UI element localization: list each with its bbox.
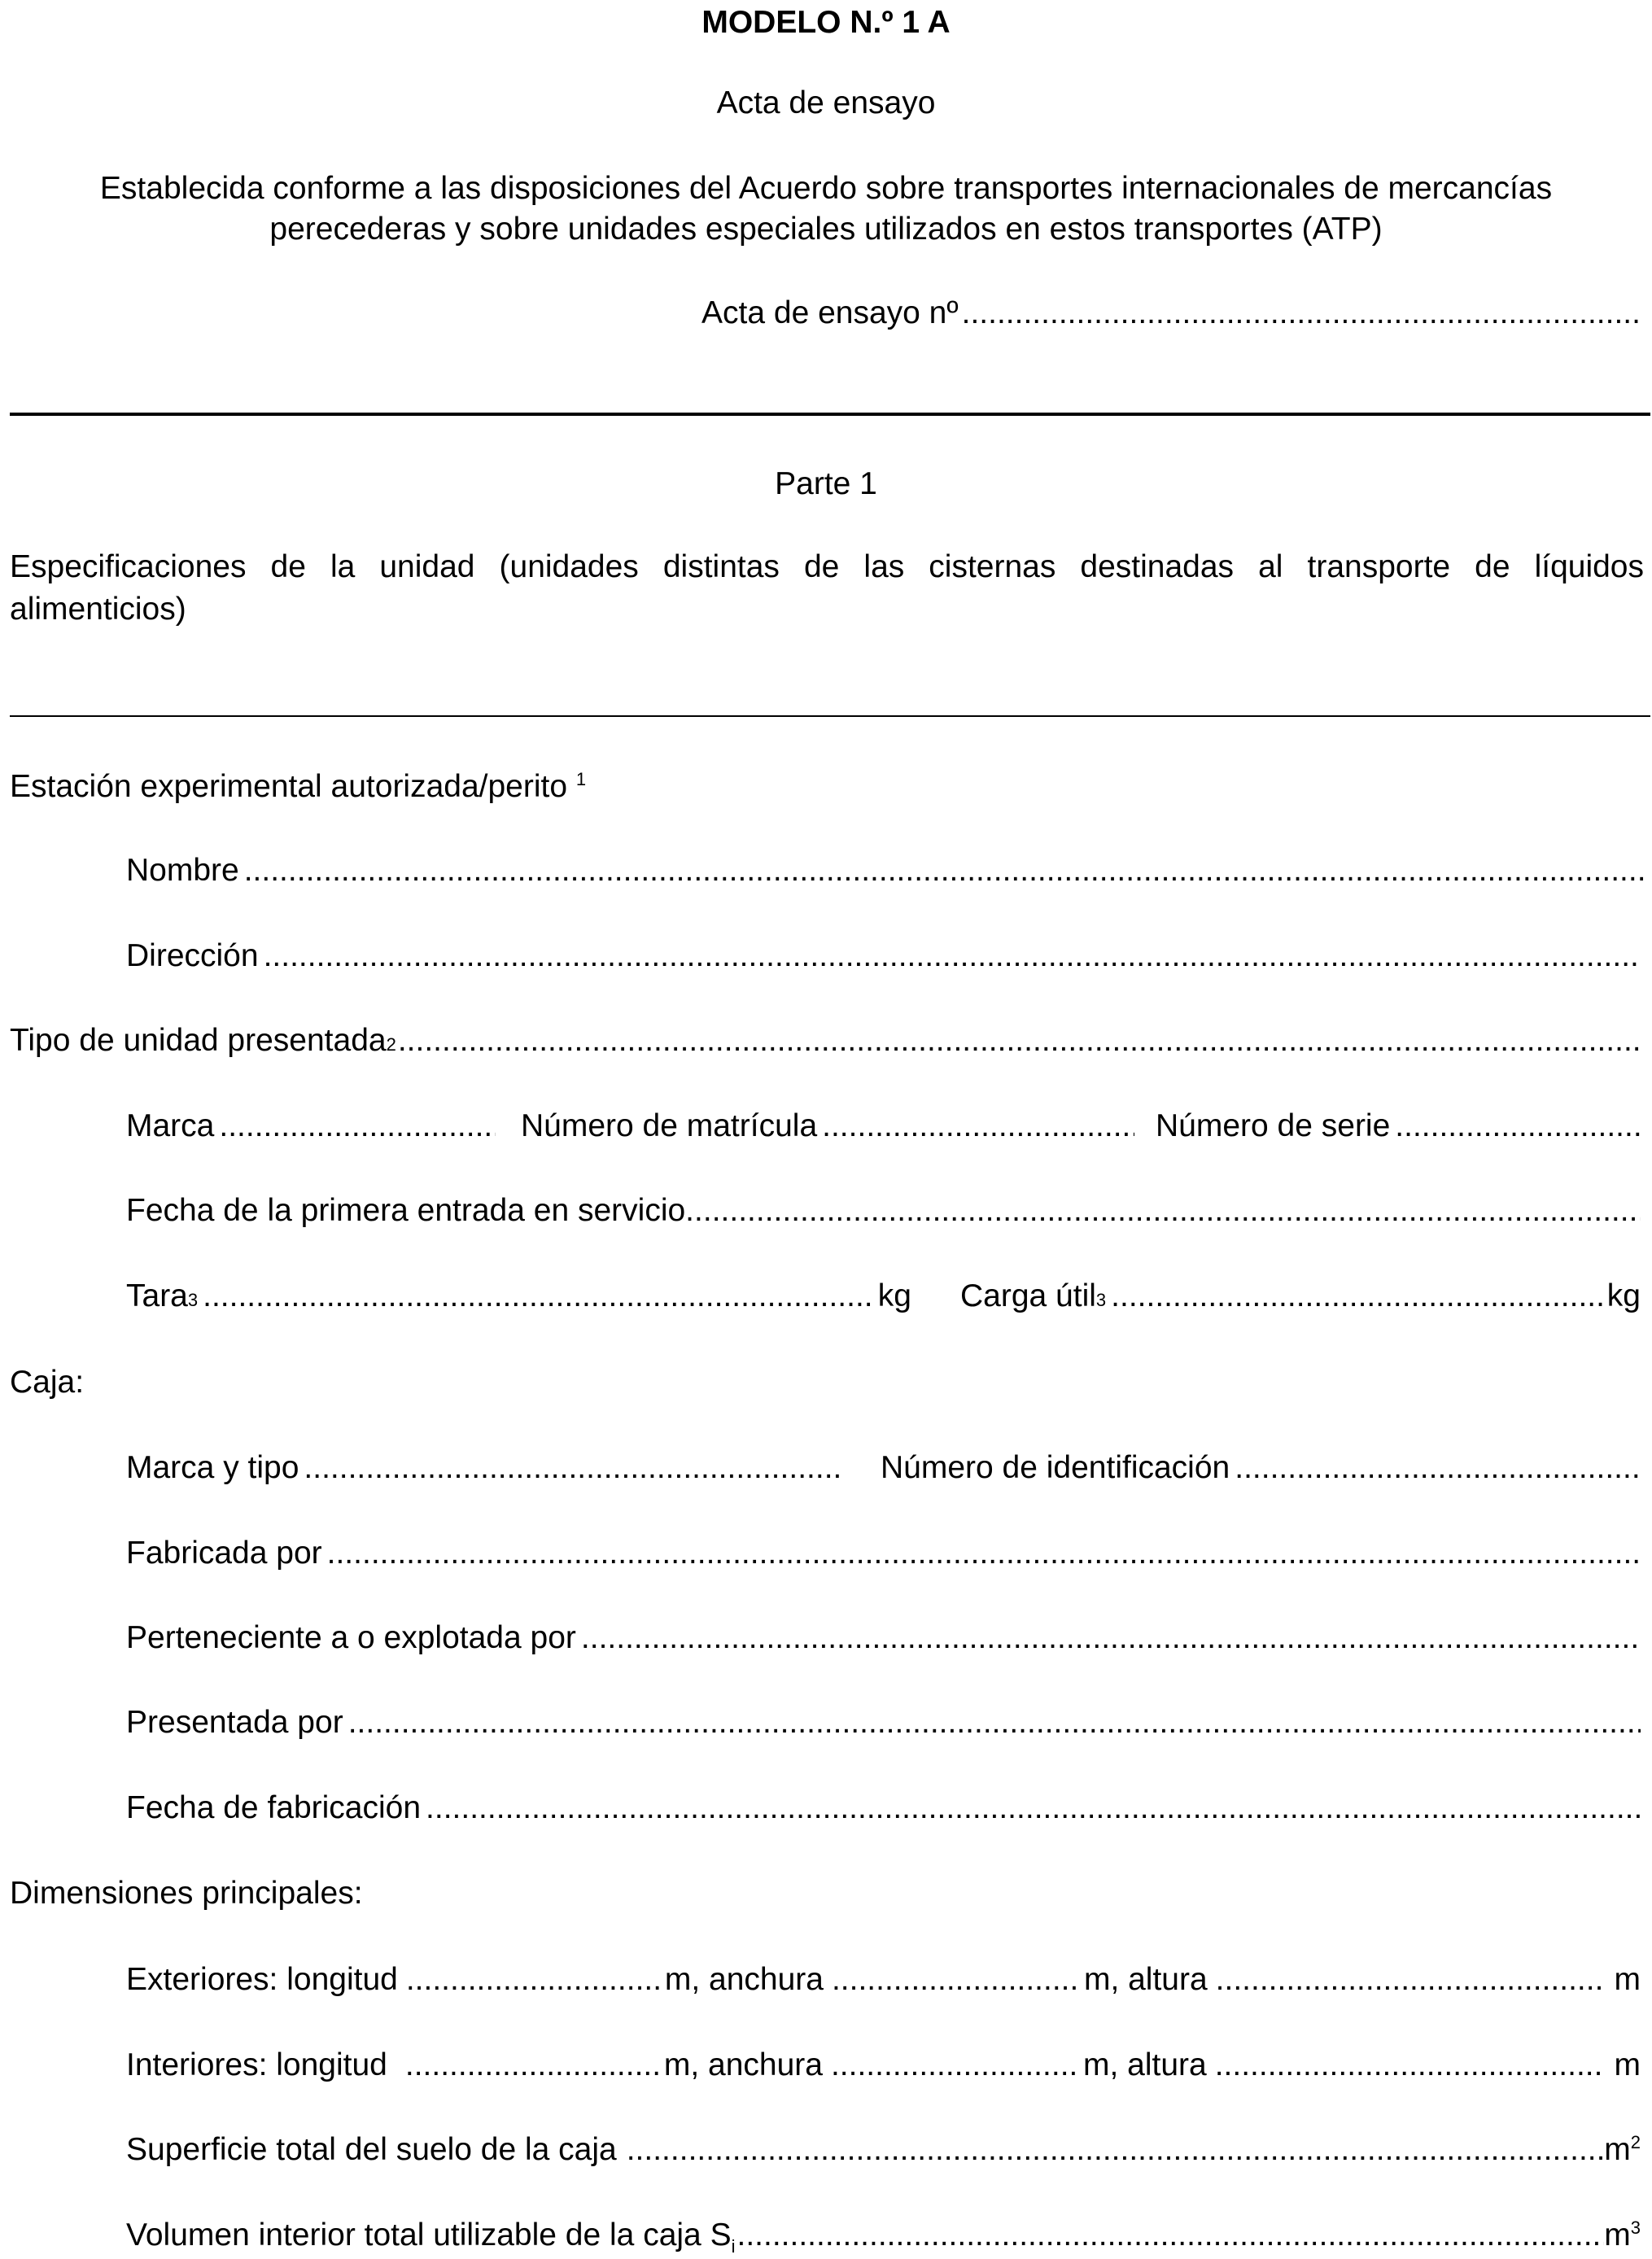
serial-label: Número de serie [1156, 1108, 1391, 1143]
payload-field[interactable]: Carga útil 3 ..... kg [960, 1280, 1641, 1312]
interior-length-dots[interactable] [405, 2049, 659, 2081]
exterior-height-label: m, altura [1083, 1962, 1208, 1997]
body-id-number-label: Número de identificación [881, 1450, 1230, 1485]
floor-area-unit: $m^2$ [1604, 2132, 1641, 2167]
station-name-dots [244, 854, 1649, 886]
exterior-width-label: m, anchura [664, 1962, 824, 1997]
floor-area-label: Superficie total del suelo de la caja [126, 2132, 617, 2167]
manufactured-by-label: Fabricada por [126, 1536, 322, 1571]
document-title: Acta de ensayo [716, 85, 936, 120]
unit-type-field[interactable]: Tipo de unidad presentada 2 ..... [10, 1025, 1641, 1056]
station-address-label: Dirección [126, 938, 259, 973]
interior-volume-field[interactable] [126, 2217, 1641, 2257]
section-divider-thin [10, 715, 1650, 717]
body-id-number-field[interactable] [881, 1452, 1641, 1483]
station-name-field[interactable] [126, 854, 1649, 886]
station-address-dots [264, 940, 1641, 972]
established-line-1: Establecida conforme a las disposiciones del Acuerdo sobre transportes internacionales de mercancías [99, 171, 1553, 206]
exterior-length-label: Exteriores: longitud [126, 1962, 398, 1997]
interior-volume-unit: $m^3$ [1604, 2217, 1641, 2252]
interior-width-label: m, anchura [663, 2047, 823, 2082]
presented-by-label: Presentada por [126, 1705, 343, 1740]
dimensions-heading: Dimensiones principales: [10, 1876, 363, 1911]
owned-by-dots [581, 1622, 1641, 1654]
exterior-dimensions-row[interactable] [126, 1964, 1641, 1995]
section-divider-thick [10, 413, 1650, 416]
first-service-dots [694, 1195, 1641, 1226]
registration-field[interactable] [521, 1110, 1139, 1142]
spec-line-1: Especificaciones de la unidad (unidades distintas de las cisternas destinadas al transporte de líquidos [10, 549, 1644, 584]
exterior-height-dots[interactable] [1216, 1964, 1603, 1995]
report-number-field[interactable] [701, 297, 1641, 329]
serial-field[interactable] [1156, 1110, 1641, 1142]
first-service-field[interactable] [126, 1195, 1641, 1226]
station-name-label: Nombre [126, 853, 239, 888]
unit-type-label: Tipo de unidad presentada [10, 1023, 387, 1058]
interior-height-dots[interactable] [1215, 2049, 1603, 2081]
interior-height-label: m, altura [1082, 2047, 1207, 2082]
owned-by-field[interactable] [126, 1622, 1641, 1654]
registration-dots [822, 1110, 1134, 1142]
serial-dots [1395, 1110, 1641, 1142]
presented-by-field[interactable] [126, 1706, 1641, 1738]
tare-unit: kg [877, 1278, 911, 1313]
interior-length-label: Interiores: longitud [126, 2047, 387, 2082]
payload-dots [1111, 1280, 1607, 1312]
payload-label: Carga útil [960, 1278, 1096, 1313]
interior-volume-dots [736, 2219, 1604, 2251]
part-label: Parte 1 [775, 466, 877, 501]
floor-area-field[interactable] [126, 2134, 1641, 2165]
model-title: MODELO N.º 1 A [701, 5, 951, 40]
body-brand-type-field[interactable] [126, 1452, 844, 1483]
payload-unit: kg [1606, 1278, 1641, 1313]
unit-brand-dots [219, 1110, 496, 1142]
registration-label: Número de matrícula [521, 1108, 818, 1143]
floor-area-dots [627, 2134, 1605, 2165]
report-number-dots [962, 297, 1641, 329]
presented-by-dots [348, 1706, 1641, 1738]
interior-unit: m [1614, 2047, 1641, 2082]
unit-brand-field[interactable] [126, 1110, 500, 1142]
station-heading [10, 771, 586, 802]
exterior-width-dots[interactable] [832, 1964, 1079, 1995]
established-line-2: perecederas y sobre unidades especiales utilizados en estos transportes (ATP) [269, 212, 1383, 247]
interior-volume-label: Volumen interior total utilizable de la caja $S_i$ [126, 2217, 736, 2257]
interior-dimensions-row[interactable] [126, 2049, 1641, 2081]
first-service-label: Fecha de la primera entrada en servicio. [126, 1193, 695, 1228]
manufacture-date-field[interactable] [126, 1792, 1641, 1824]
station-label: Estación experimental autorizada/perito [10, 769, 568, 804]
unit-type-dots [398, 1025, 1641, 1056]
body-heading: Caja: [10, 1365, 85, 1400]
manufactured-by-field[interactable] [126, 1537, 1641, 1569]
unit-brand-label: Marca [126, 1108, 215, 1143]
exterior-length-dots[interactable] [406, 1964, 660, 1995]
tare-dots [203, 1280, 873, 1312]
manufacture-date-label: Fecha de fabricación [126, 1790, 422, 1825]
tare-label: Tara [126, 1278, 188, 1313]
exterior-unit: m [1614, 1962, 1641, 1997]
station-footnote: 1 [575, 769, 587, 789]
owned-by-label: Perteneciente a o explotada por [126, 1620, 576, 1655]
body-brand-type-dots [304, 1452, 839, 1483]
interior-width-dots[interactable] [831, 2049, 1078, 2081]
body-id-number-dots [1235, 1452, 1641, 1483]
manufactured-by-dots [327, 1537, 1641, 1569]
report-number-label: Acta de ensayo nº [701, 295, 959, 330]
tare-field[interactable]: Tara 3 ..... kg [126, 1280, 911, 1312]
spec-line-2: alimenticios) [10, 592, 186, 627]
manufacture-date-dots [426, 1792, 1641, 1824]
station-address-field[interactable] [126, 940, 1641, 972]
body-brand-type-label: Marca y tipo [126, 1450, 299, 1485]
